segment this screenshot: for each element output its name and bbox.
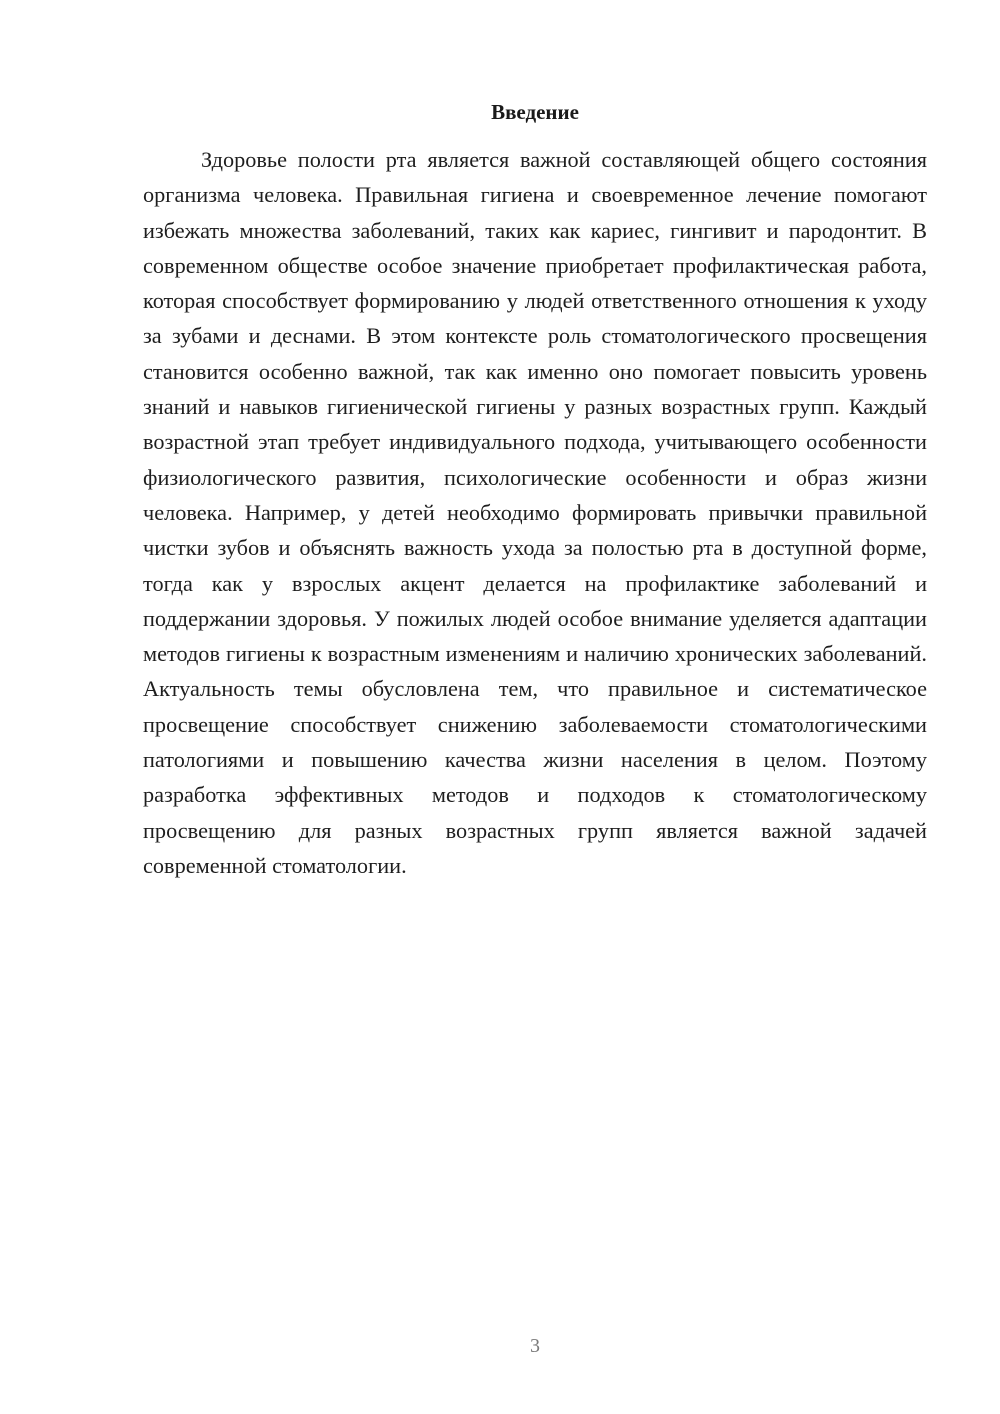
page-number: 3	[530, 1335, 540, 1357]
section-heading: Введение	[491, 100, 579, 124]
intro-paragraph: Здоровье полости рта является важной составляющей общего состояния организма человека. Правильная гигиена и своевременное лечение помогают избежать множества заболеваний, таких как кариес, гингивит и пародонтит. В современном обществе особое значение приобретает профилактическая работа, которая способствует формированию у людей ответственного отношения к уходу за зубами и деснами. В этом контексте роль стоматологического просвещения становится особенно важной, так как именно оно помогает повысить уровень знаний и навыков гигиенической гигиены у разных возрастных групп. Каждый возрастной этап требует индивидуального подхода, учитывающего особенности физиологического развития, психологические особенности и образ жизни человека. Например, у детей необходимо формировать привычки правильной чистки зубов и объяснять важность ухода за полостью рта в доступной форме, тогда как у взрослых акцент делается на профилактике заболеваний и поддержании здоровья. У пожилых людей особое внимание уделяется адаптации методов гигиены к возрастным изменениям и наличию хронических заболеваний. Актуальность темы обусловлена тем, что правильное и систематическое просвещение способствует снижению заболеваемости стоматологическими патологиями и повышению качества жизни населения в целом. Поэтому разработка эффективных методов и подходов к стоматологическому просвещению для разных возрастных групп является важной задачей современной стоматологии.	[143, 147, 927, 878]
